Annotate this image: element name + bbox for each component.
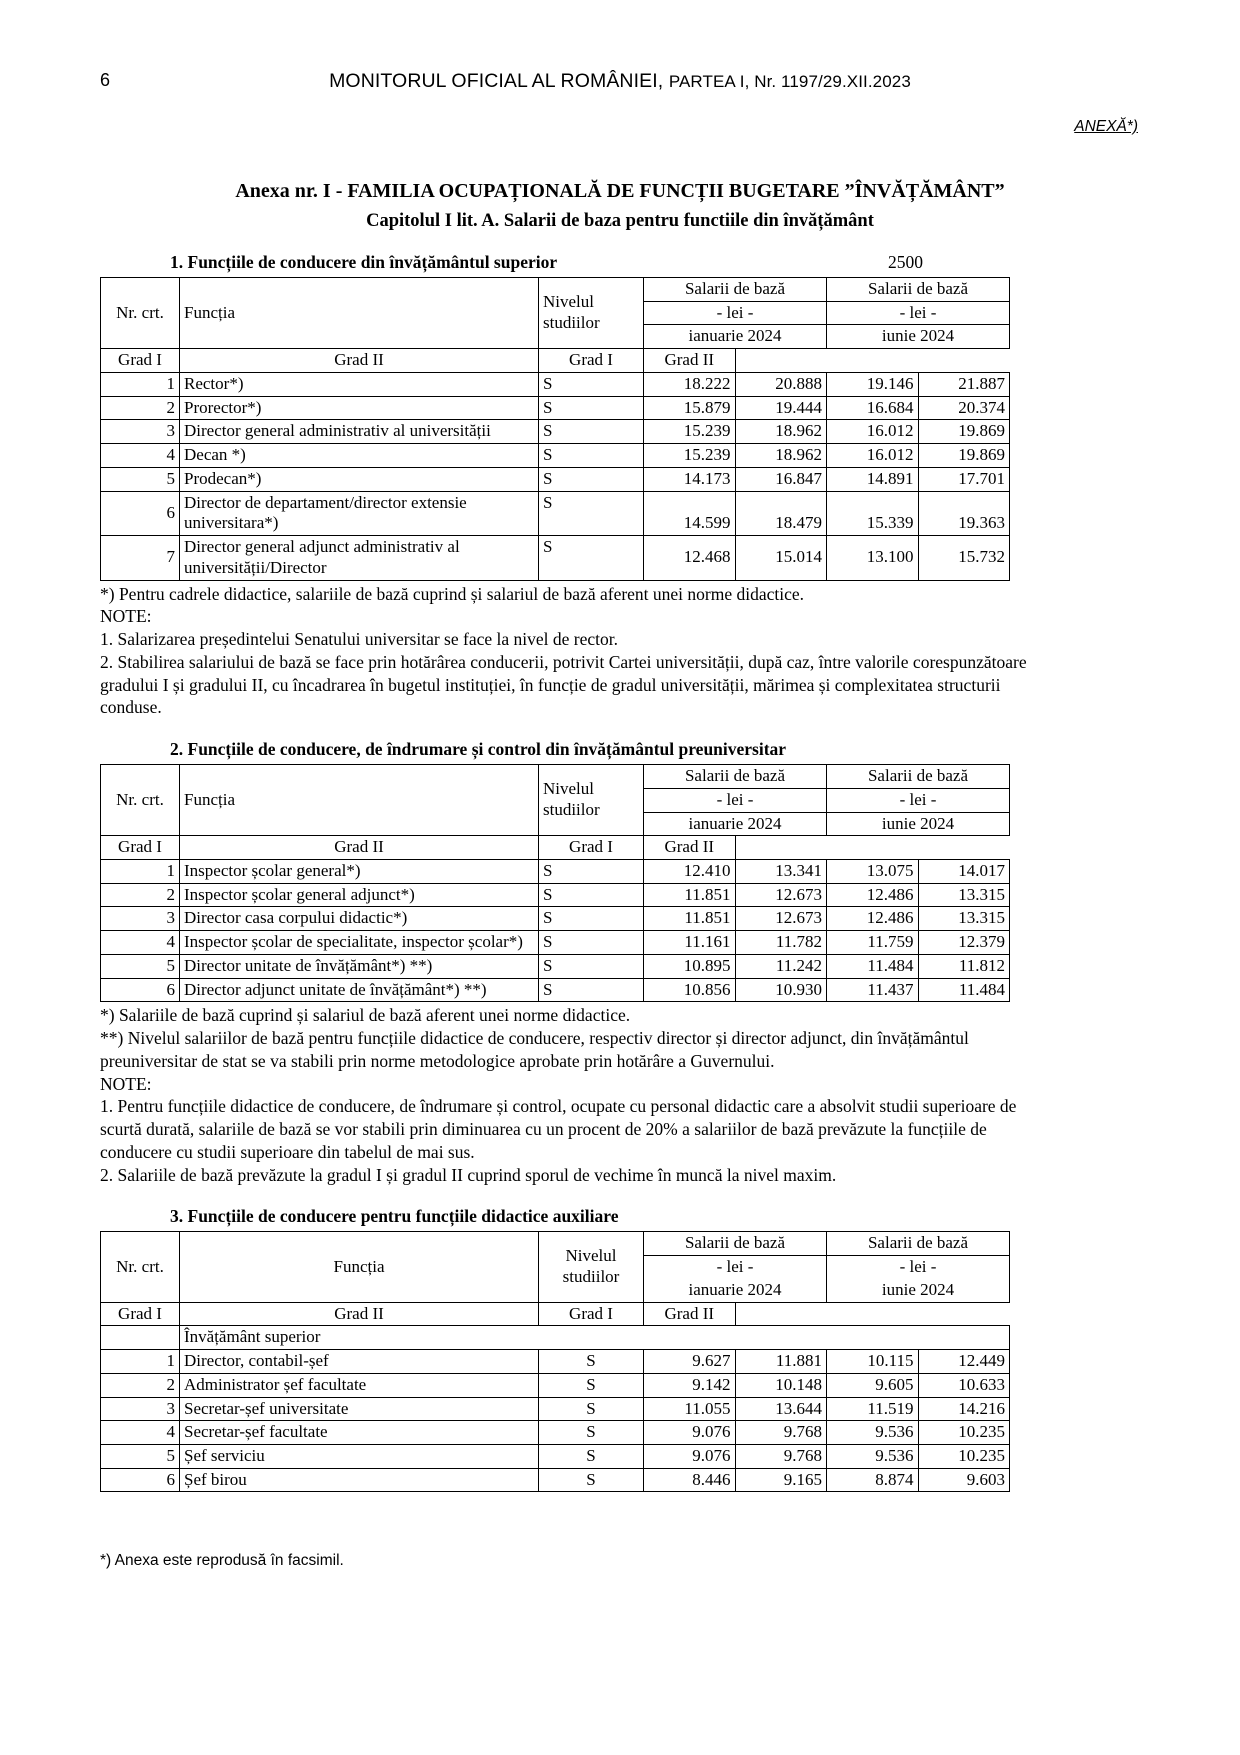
header-group2-period: iunie 2024 bbox=[827, 325, 1010, 349]
table-header-row bbox=[101, 1302, 1010, 1326]
cell-nivel: S bbox=[539, 444, 644, 468]
cell-jan-grad1: 11.055 bbox=[644, 1397, 736, 1421]
cell-jun-grad2: 19.869 bbox=[918, 444, 1010, 468]
header-grad1-jan: Grad I bbox=[101, 1302, 180, 1326]
cell-jun-grad1: 9.536 bbox=[827, 1445, 919, 1469]
cell-nivel: S bbox=[539, 1397, 644, 1421]
table-row bbox=[101, 1421, 1010, 1445]
cell-functia: Inspector școlar general*) bbox=[180, 859, 539, 883]
table-row bbox=[101, 907, 1010, 931]
note-line: 2. Salariile de bază prevăzute la gradul I și gradul II cuprind sporul de vechime în muncă la nivel maxim. bbox=[100, 1164, 837, 1185]
cell-jun-grad2: 20.374 bbox=[918, 396, 1010, 420]
cell-functia: Prorector*) bbox=[180, 396, 539, 420]
cell-jan-grad2: 16.847 bbox=[735, 467, 827, 491]
header-group1-line2: - lei - bbox=[644, 301, 827, 325]
cell-jun-grad2: 10.235 bbox=[918, 1421, 1010, 1445]
cell-jan-grad2: 9.768 bbox=[735, 1445, 827, 1469]
cell-functia: Șef serviciu bbox=[180, 1445, 539, 1469]
table-row bbox=[101, 1397, 1010, 1421]
cell-jan-grad2: 13.341 bbox=[735, 859, 827, 883]
header-functia: Funcția bbox=[180, 765, 539, 836]
section-2-title bbox=[170, 739, 1140, 760]
cell-nivel: S bbox=[539, 1445, 644, 1469]
header-group1-line2: - lei - bbox=[644, 788, 827, 812]
cell-jun-grad2: 15.732 bbox=[918, 536, 1010, 580]
cell-jun-grad1: 16.684 bbox=[827, 396, 919, 420]
cell-functia: Secretar-șef universitate bbox=[180, 1397, 539, 1421]
cell-nivel: S bbox=[539, 491, 644, 535]
section-1-title bbox=[170, 252, 1140, 273]
header-group2-line1: Salarii de bază bbox=[827, 278, 1010, 302]
cell-jun-grad1: 13.075 bbox=[827, 859, 919, 883]
table-group-row bbox=[101, 1326, 1010, 1350]
cell-nr: 5 bbox=[101, 467, 180, 491]
cell-jan-grad2: 18.479 bbox=[735, 491, 827, 535]
cell-nr: 3 bbox=[101, 1397, 180, 1421]
cell-jun-grad2: 9.603 bbox=[918, 1468, 1010, 1492]
table-row bbox=[101, 536, 1010, 580]
cell-jan-grad1: 8.446 bbox=[644, 1468, 736, 1492]
header-group2-line1: Salarii de bază bbox=[827, 1232, 1010, 1256]
cell-jan-grad2: 11.242 bbox=[735, 954, 827, 978]
cell-jan-grad1: 15.879 bbox=[644, 396, 736, 420]
page-header bbox=[100, 60, 1140, 100]
cell-jun-grad1: 19.146 bbox=[827, 372, 919, 396]
cell-jan-grad2: 10.148 bbox=[735, 1373, 827, 1397]
cell-jun-grad1: 12.486 bbox=[827, 883, 919, 907]
cell-jan-grad2: 18.962 bbox=[735, 420, 827, 444]
cell-functia: Inspector școlar de specialitate, inspector școlar*) bbox=[180, 931, 539, 955]
header-group1-period: ianuarie 2024 bbox=[644, 1279, 827, 1302]
cell-jan-grad2: 11.881 bbox=[735, 1350, 827, 1374]
note-line: NOTE: bbox=[100, 1073, 152, 1094]
cell-jun-grad1: 11.437 bbox=[827, 978, 919, 1002]
cell-nr: 5 bbox=[101, 954, 180, 978]
cell-jun-grad2: 19.363 bbox=[918, 491, 1010, 535]
header-group1-line1: Salarii de bază bbox=[644, 278, 827, 302]
cell-nivel: S bbox=[539, 883, 644, 907]
note-line: 1. Pentru funcțiile didactice de conducere, de îndrumare și control, ocupate cu personal didactic care a absolvit studii superioare de scurtă durată, salariile de bază se vor stabili prin diminuarea cu un procent de 20% a salariilor de bază prevăzute la funcțiile de conducere cu studii superioare din tabelul de mai sus. bbox=[100, 1096, 1017, 1162]
cell-jun-grad2: 14.216 bbox=[918, 1397, 1010, 1421]
cell-jan-grad1: 12.410 bbox=[644, 859, 736, 883]
cell-functia: Director de departament/director extensie universitara*) bbox=[180, 491, 539, 535]
header-grad1-jun: Grad I bbox=[539, 1302, 644, 1326]
section-1-side-number: 2500 bbox=[888, 252, 923, 272]
cell-nivel: S bbox=[539, 1373, 644, 1397]
cell-jun-grad1: 9.605 bbox=[827, 1373, 919, 1397]
cell-nivel: S bbox=[539, 954, 644, 978]
section-1-heading-text: 1. Funcțiile de conducere din învățământul superior bbox=[170, 252, 558, 272]
section-3-title bbox=[170, 1206, 1140, 1227]
cell-jan-grad1: 11.851 bbox=[644, 883, 736, 907]
cell-jan-grad1: 9.076 bbox=[644, 1445, 736, 1469]
table-row bbox=[101, 883, 1010, 907]
header-functia: Funcția bbox=[180, 278, 539, 349]
cell-nivel: S bbox=[539, 931, 644, 955]
cell-jan-grad2: 9.768 bbox=[735, 1421, 827, 1445]
cell-jan-grad2: 18.962 bbox=[735, 444, 827, 468]
cell-nr: 3 bbox=[101, 907, 180, 931]
document-title: Anexa nr. I - FAMILIA OCUPAȚIONALĂ DE FUNCȚII BUGETARE ”ÎNVĂȚĂMÂNT” bbox=[235, 180, 1005, 202]
cell-jun-grad1: 12.486 bbox=[827, 907, 919, 931]
cell-nivel: S bbox=[539, 978, 644, 1002]
cell-nivel: S bbox=[539, 420, 644, 444]
table-row bbox=[101, 444, 1010, 468]
cell-jan-grad1: 10.856 bbox=[644, 978, 736, 1002]
document-subtitle: Capitolul I lit. A. Salarii de baza pentru functiile din învățământ bbox=[366, 211, 874, 231]
cell-jan-grad2: 15.014 bbox=[735, 536, 827, 580]
cell-jun-grad1: 16.012 bbox=[827, 444, 919, 468]
header-group1-line1: Salarii de bază bbox=[644, 765, 827, 789]
table-header-row bbox=[101, 1232, 1010, 1256]
section-2-notes bbox=[100, 1004, 1040, 1186]
cell-nr: 4 bbox=[101, 1421, 180, 1445]
header-group1-line1: Salarii de bază bbox=[644, 1232, 827, 1256]
cell-jun-grad2: 10.235 bbox=[918, 1445, 1010, 1469]
cell-jun-grad2: 13.315 bbox=[918, 907, 1010, 931]
cell-jun-grad1: 13.100 bbox=[827, 536, 919, 580]
cell-jan-grad1: 10.895 bbox=[644, 954, 736, 978]
cell-nivel: S bbox=[539, 467, 644, 491]
cell-jun-grad2: 21.887 bbox=[918, 372, 1010, 396]
table-row bbox=[101, 1445, 1010, 1469]
header-grad2-jan: Grad II bbox=[180, 349, 539, 373]
table-row bbox=[101, 372, 1010, 396]
cell-jun-grad2: 14.017 bbox=[918, 859, 1010, 883]
header-grad2-jun: Grad II bbox=[644, 1302, 736, 1326]
cell-nr: 1 bbox=[101, 859, 180, 883]
cell-jun-grad1: 11.759 bbox=[827, 931, 919, 955]
cell-jan-grad2: 19.444 bbox=[735, 396, 827, 420]
cell-jun-grad1: 16.012 bbox=[827, 420, 919, 444]
annex-marker: ANEXĂ*) bbox=[1074, 118, 1138, 135]
cell-nr: 6 bbox=[101, 491, 180, 535]
cell-nivel: S bbox=[539, 396, 644, 420]
table-row bbox=[101, 491, 1010, 535]
header-nivel: Nivelul studiilor bbox=[539, 765, 644, 836]
section-3-heading-text: 3. Funcțiile de conducere pentru funcțiile didactice auxiliare bbox=[170, 1206, 619, 1227]
cell-jun-grad1: 9.536 bbox=[827, 1421, 919, 1445]
cell-jan-grad1: 11.161 bbox=[644, 931, 736, 955]
header-group1-period: ianuarie 2024 bbox=[644, 325, 827, 349]
cell-jun-grad1: 11.519 bbox=[827, 1397, 919, 1421]
header-grad1-jan: Grad I bbox=[101, 349, 180, 373]
header-grad1-jun: Grad I bbox=[539, 836, 644, 860]
table-row bbox=[101, 1468, 1010, 1492]
cell-jun-grad2: 12.379 bbox=[918, 931, 1010, 955]
table-row bbox=[101, 420, 1010, 444]
header-group1-line2: - lei - bbox=[644, 1256, 827, 1279]
table-row bbox=[101, 978, 1010, 1002]
publication-header bbox=[100, 60, 1140, 93]
cell-jan-grad1: 14.599 bbox=[644, 491, 736, 535]
cell-jan-grad1: 12.468 bbox=[644, 536, 736, 580]
header-nr: Nr. crt. bbox=[101, 765, 180, 836]
cell-nr: 4 bbox=[101, 931, 180, 955]
header-group2-period: iunie 2024 bbox=[827, 812, 1010, 836]
cell-nivel: S bbox=[539, 1350, 644, 1374]
cell-functia: Director general adjunct administrativ al universității/Director bbox=[180, 536, 539, 580]
header-nr: Nr. crt. bbox=[101, 1232, 180, 1302]
cell-nr: 3 bbox=[101, 420, 180, 444]
cell-nivel: S bbox=[539, 536, 644, 580]
cell-jun-grad2: 11.484 bbox=[918, 978, 1010, 1002]
cell-nr: 2 bbox=[101, 396, 180, 420]
cell-nr: 4 bbox=[101, 444, 180, 468]
cell-jun-grad2: 17.701 bbox=[918, 467, 1010, 491]
table-header-row bbox=[101, 278, 1010, 302]
note-line: 1. Salarizarea președintelui Senatului universitar se face la nivel de rector. bbox=[100, 629, 618, 650]
cell-group-label: Învățământ superior bbox=[180, 1326, 1010, 1350]
section-1-notes bbox=[100, 583, 1040, 720]
table-row bbox=[101, 954, 1010, 978]
cell-jan-grad2: 13.644 bbox=[735, 1397, 827, 1421]
cell-jun-grad1: 15.339 bbox=[827, 491, 919, 535]
table-row bbox=[101, 859, 1010, 883]
note-line: *) Salariile de bază cuprind și salariul de bază aferent unei norme didactice. bbox=[100, 1005, 631, 1026]
cell-nr: 1 bbox=[101, 1350, 180, 1374]
cell-nivel: S bbox=[539, 1468, 644, 1492]
cell-jan-grad2: 10.930 bbox=[735, 978, 827, 1002]
cell-functia: Director adjunct unitate de învățământ*) **) bbox=[180, 978, 539, 1002]
header-grad2-jun: Grad II bbox=[644, 349, 736, 373]
note-line: *) Pentru cadrele didactice, salariile de bază cuprind și salariul de bază aferent unei norme didactice. bbox=[100, 583, 805, 604]
cell-jan-grad1: 11.851 bbox=[644, 907, 736, 931]
header-group2-line2: - lei - bbox=[827, 1256, 1010, 1279]
cell-functia: Administrator șef facultate bbox=[180, 1373, 539, 1397]
table-row bbox=[101, 931, 1010, 955]
header-group2-line1: Salarii de bază bbox=[827, 765, 1010, 789]
cell-jun-grad1: 8.874 bbox=[827, 1468, 919, 1492]
publication-issue: PARTEA I, Nr. 1197/29.XII.2023 bbox=[668, 72, 911, 91]
section-3-table bbox=[100, 1231, 1010, 1492]
cell-jan-grad1: 15.239 bbox=[644, 444, 736, 468]
cell-jun-grad1: 11.484 bbox=[827, 954, 919, 978]
section-2-table-wrapper bbox=[100, 764, 1140, 1002]
cell-functia: Director casa corpului didactic*) bbox=[180, 907, 539, 931]
table-row bbox=[101, 467, 1010, 491]
cell-functia: Secretar-șef facultate bbox=[180, 1421, 539, 1445]
cell-jan-grad1: 9.627 bbox=[644, 1350, 736, 1374]
cell-jan-grad2: 9.165 bbox=[735, 1468, 827, 1492]
page-number: 6 bbox=[100, 70, 111, 90]
table-row bbox=[101, 1373, 1010, 1397]
section-1-table-wrapper bbox=[100, 277, 1140, 581]
cell-jan-grad2: 11.782 bbox=[735, 931, 827, 955]
cell-jan-grad2: 12.673 bbox=[735, 907, 827, 931]
cell-nr: 7 bbox=[101, 536, 180, 580]
cell-nr: 2 bbox=[101, 883, 180, 907]
cell-functia: Director general administrativ al universității bbox=[180, 420, 539, 444]
cell-functia: Director unitate de învățământ*) **) bbox=[180, 954, 539, 978]
header-group2-line2: - lei - bbox=[827, 788, 1010, 812]
table-row bbox=[101, 396, 1010, 420]
cell-functia: Director, contabil-șef bbox=[180, 1350, 539, 1374]
cell-jun-grad1: 14.891 bbox=[827, 467, 919, 491]
note-line: NOTE: bbox=[100, 606, 152, 627]
cell-jan-grad2: 20.888 bbox=[735, 372, 827, 396]
cell-jan-grad1: 9.076 bbox=[644, 1421, 736, 1445]
header-nivel: Nivelul studiilor bbox=[539, 1232, 644, 1302]
cell-jan-grad2: 12.673 bbox=[735, 883, 827, 907]
header-grad1-jan: Grad I bbox=[101, 836, 180, 860]
cell-nivel: S bbox=[539, 859, 644, 883]
cell-jan-grad1: 9.142 bbox=[644, 1373, 736, 1397]
section-3-table-wrapper bbox=[100, 1231, 1140, 1492]
cell-functia: Rector*) bbox=[180, 372, 539, 396]
header-grad2-jan: Grad II bbox=[180, 1302, 539, 1326]
page-footnote: *) Anexa este reprodusă în facsimil. bbox=[100, 1552, 344, 1570]
section-2-heading-text: 2. Funcțiile de conducere, de îndrumare și control din învățământul preuniversitar bbox=[170, 739, 787, 760]
cell-jun-grad2: 10.633 bbox=[918, 1373, 1010, 1397]
header-grad2-jun: Grad II bbox=[644, 836, 736, 860]
note-line: **) Nivelul salariilor de bază pentru funcțiile didactice de conducere, respectiv director și director adjunct, din învățământul preuniversitar de stat se va stabili prin norme metodologice aprobate prin hotărâre a Guvernului. bbox=[100, 1028, 969, 1071]
cell-functia: Prodecan*) bbox=[180, 467, 539, 491]
header-nr: Nr. crt. bbox=[101, 278, 180, 349]
header-group2-period: iunie 2024 bbox=[827, 1279, 1010, 1302]
cell-jan-grad1: 18.222 bbox=[644, 372, 736, 396]
cell-functia: Inspector școlar general adjunct*) bbox=[180, 883, 539, 907]
table-header-row bbox=[101, 765, 1010, 789]
cell-nr: 6 bbox=[101, 978, 180, 1002]
cell-nr-empty bbox=[101, 1326, 180, 1350]
header-grad1-jun: Grad I bbox=[539, 349, 644, 373]
cell-jun-grad1: 10.115 bbox=[827, 1350, 919, 1374]
publication-name: MONITORUL OFICIAL AL ROMÂNIEI, bbox=[329, 70, 664, 92]
cell-nr: 1 bbox=[101, 372, 180, 396]
cell-jun-grad2: 13.315 bbox=[918, 883, 1010, 907]
header-functia: Funcția bbox=[180, 1232, 539, 1302]
header-group2-line2: - lei - bbox=[827, 301, 1010, 325]
cell-jun-grad2: 19.869 bbox=[918, 420, 1010, 444]
table-header-row bbox=[101, 836, 1010, 860]
table-row bbox=[101, 1350, 1010, 1374]
note-line: 2. Stabilirea salariului de bază se face prin hotărârea conducerii, potrivit Cartei universității, după caz, între valorile corespunzătoare gradului I și gradului II, cu încadrarea în bugetul instituției, în funcție de gradul universității, mărimea și complexitatea structurii conduse. bbox=[100, 651, 1027, 718]
cell-nivel: S bbox=[539, 1421, 644, 1445]
cell-nr: 5 bbox=[101, 1445, 180, 1469]
cell-jan-grad1: 14.173 bbox=[644, 467, 736, 491]
cell-jun-grad2: 11.812 bbox=[918, 954, 1010, 978]
cell-nr: 6 bbox=[101, 1468, 180, 1492]
cell-functia: Decan *) bbox=[180, 444, 539, 468]
cell-nivel: S bbox=[539, 907, 644, 931]
cell-nr: 2 bbox=[101, 1373, 180, 1397]
header-nivel: Nivelul studiilor bbox=[539, 278, 644, 349]
header-grad2-jan: Grad II bbox=[180, 836, 539, 860]
cell-jun-grad2: 12.449 bbox=[918, 1350, 1010, 1374]
cell-nivel: S bbox=[539, 372, 644, 396]
cell-jan-grad1: 15.239 bbox=[644, 420, 736, 444]
section-1-table bbox=[100, 277, 1010, 581]
table-header-row bbox=[101, 349, 1010, 373]
cell-functia: Șef birou bbox=[180, 1468, 539, 1492]
section-2-table bbox=[100, 764, 1010, 1002]
header-group1-period: ianuarie 2024 bbox=[644, 812, 827, 836]
